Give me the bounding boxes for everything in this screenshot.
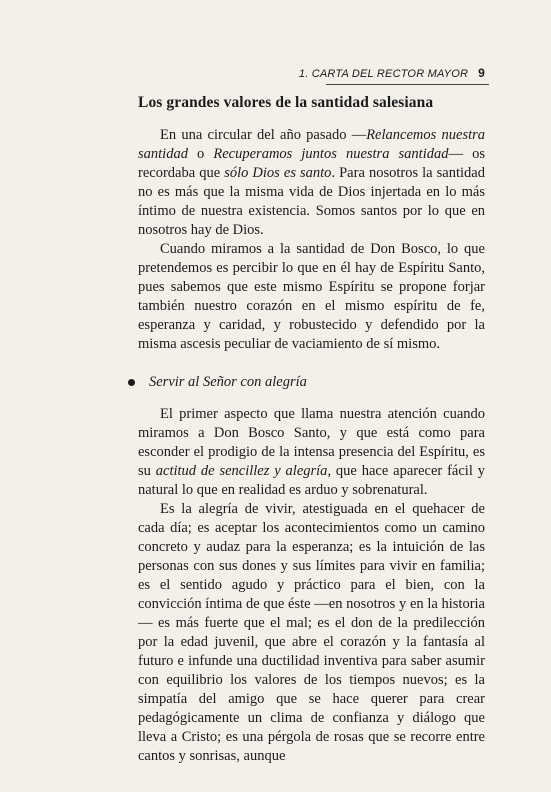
text-run: , que hace aparecer fácil y natural lo que en realidad es arduo y sobrenatural. (138, 463, 485, 498)
main-text (138, 94, 485, 766)
subsection-paragraphs (138, 405, 485, 766)
running-header (299, 66, 485, 80)
intro-paragraphs (138, 126, 485, 354)
text-run: El primer aspecto que llama nuestra atención cuando miramos a Don Bosco Santo, y que está como para esconder el prodigio de la intensa presencia del Espíritu, es su (138, 406, 485, 479)
text-run: En una circular del año pasado — (160, 127, 367, 143)
text-run: . Para nosotros la santidad no es más que la misma vida de Dios injertada en lo más íntimo de nuestra existencia. Somos santos por lo que en nosotros hay de Dios. (138, 165, 485, 238)
black-circle-bullet-icon (128, 379, 135, 386)
paragraph (138, 500, 485, 766)
subsection-title (128, 374, 485, 391)
paragraph (138, 126, 485, 240)
italic-run: actitud de sencillez y alegría (155, 463, 328, 479)
header-rule (326, 84, 489, 85)
italic-run: Relancemos nuestra santidad (138, 127, 486, 162)
text-run: — os recordaba que (138, 146, 485, 181)
text-run: o (187, 146, 214, 162)
paragraph (138, 405, 485, 500)
subsection-label: Servir al Señor con alegría (149, 374, 307, 390)
section-heading: Los grandes valores de la santidad salesiana (138, 94, 434, 111)
page-number: 9 (478, 66, 485, 80)
running-title: 1. CARTA DEL RECTOR MAYOR (298, 68, 469, 80)
paragraph (138, 240, 485, 354)
text-run: Cuando miramos a la santidad de Don Bosco, lo que pretendemos es percibir lo que en él hay de Espíritu Santo, pues sabemos que este mismo Espíritu se propone forjar también nuestro corazón en el mismo espíritu de fe, esperanza y caridad, y robustecido y defendido por la misma ascesis peculiar de vaciamiento de sí mismo. (138, 241, 485, 352)
italic-run: sólo Dios es santo (224, 165, 332, 181)
text-run: Es la alegría de vivir, atestiguada en el quehacer de cada día; es aceptar los acontecimientos como un camino concreto y audaz para la esperanza; es la intuición de las personas con sus dones y sus límites para vivir en familia; es el sentido agudo y práctico para el bien, con la convicción íntima de que éste —en nosotros y en la historia— es más fuerte que el mal; es el don de la predilección por la edad juvenil, que abre el corazón y la fantasía al futuro e infunde una ductilidad inventiva para saber asumir con equilibrio los valores de los tiempos nuevos; es la simpatía del amigo que se hace querer para crear pedagógicamente un clima de confianza y diálogo que lleva a Cristo; es una pérgola de rosas que se recorre entre cantos y sonrisas, aunque (138, 501, 485, 764)
italic-run: Recuperamos juntos nuestra santidad (213, 146, 449, 162)
